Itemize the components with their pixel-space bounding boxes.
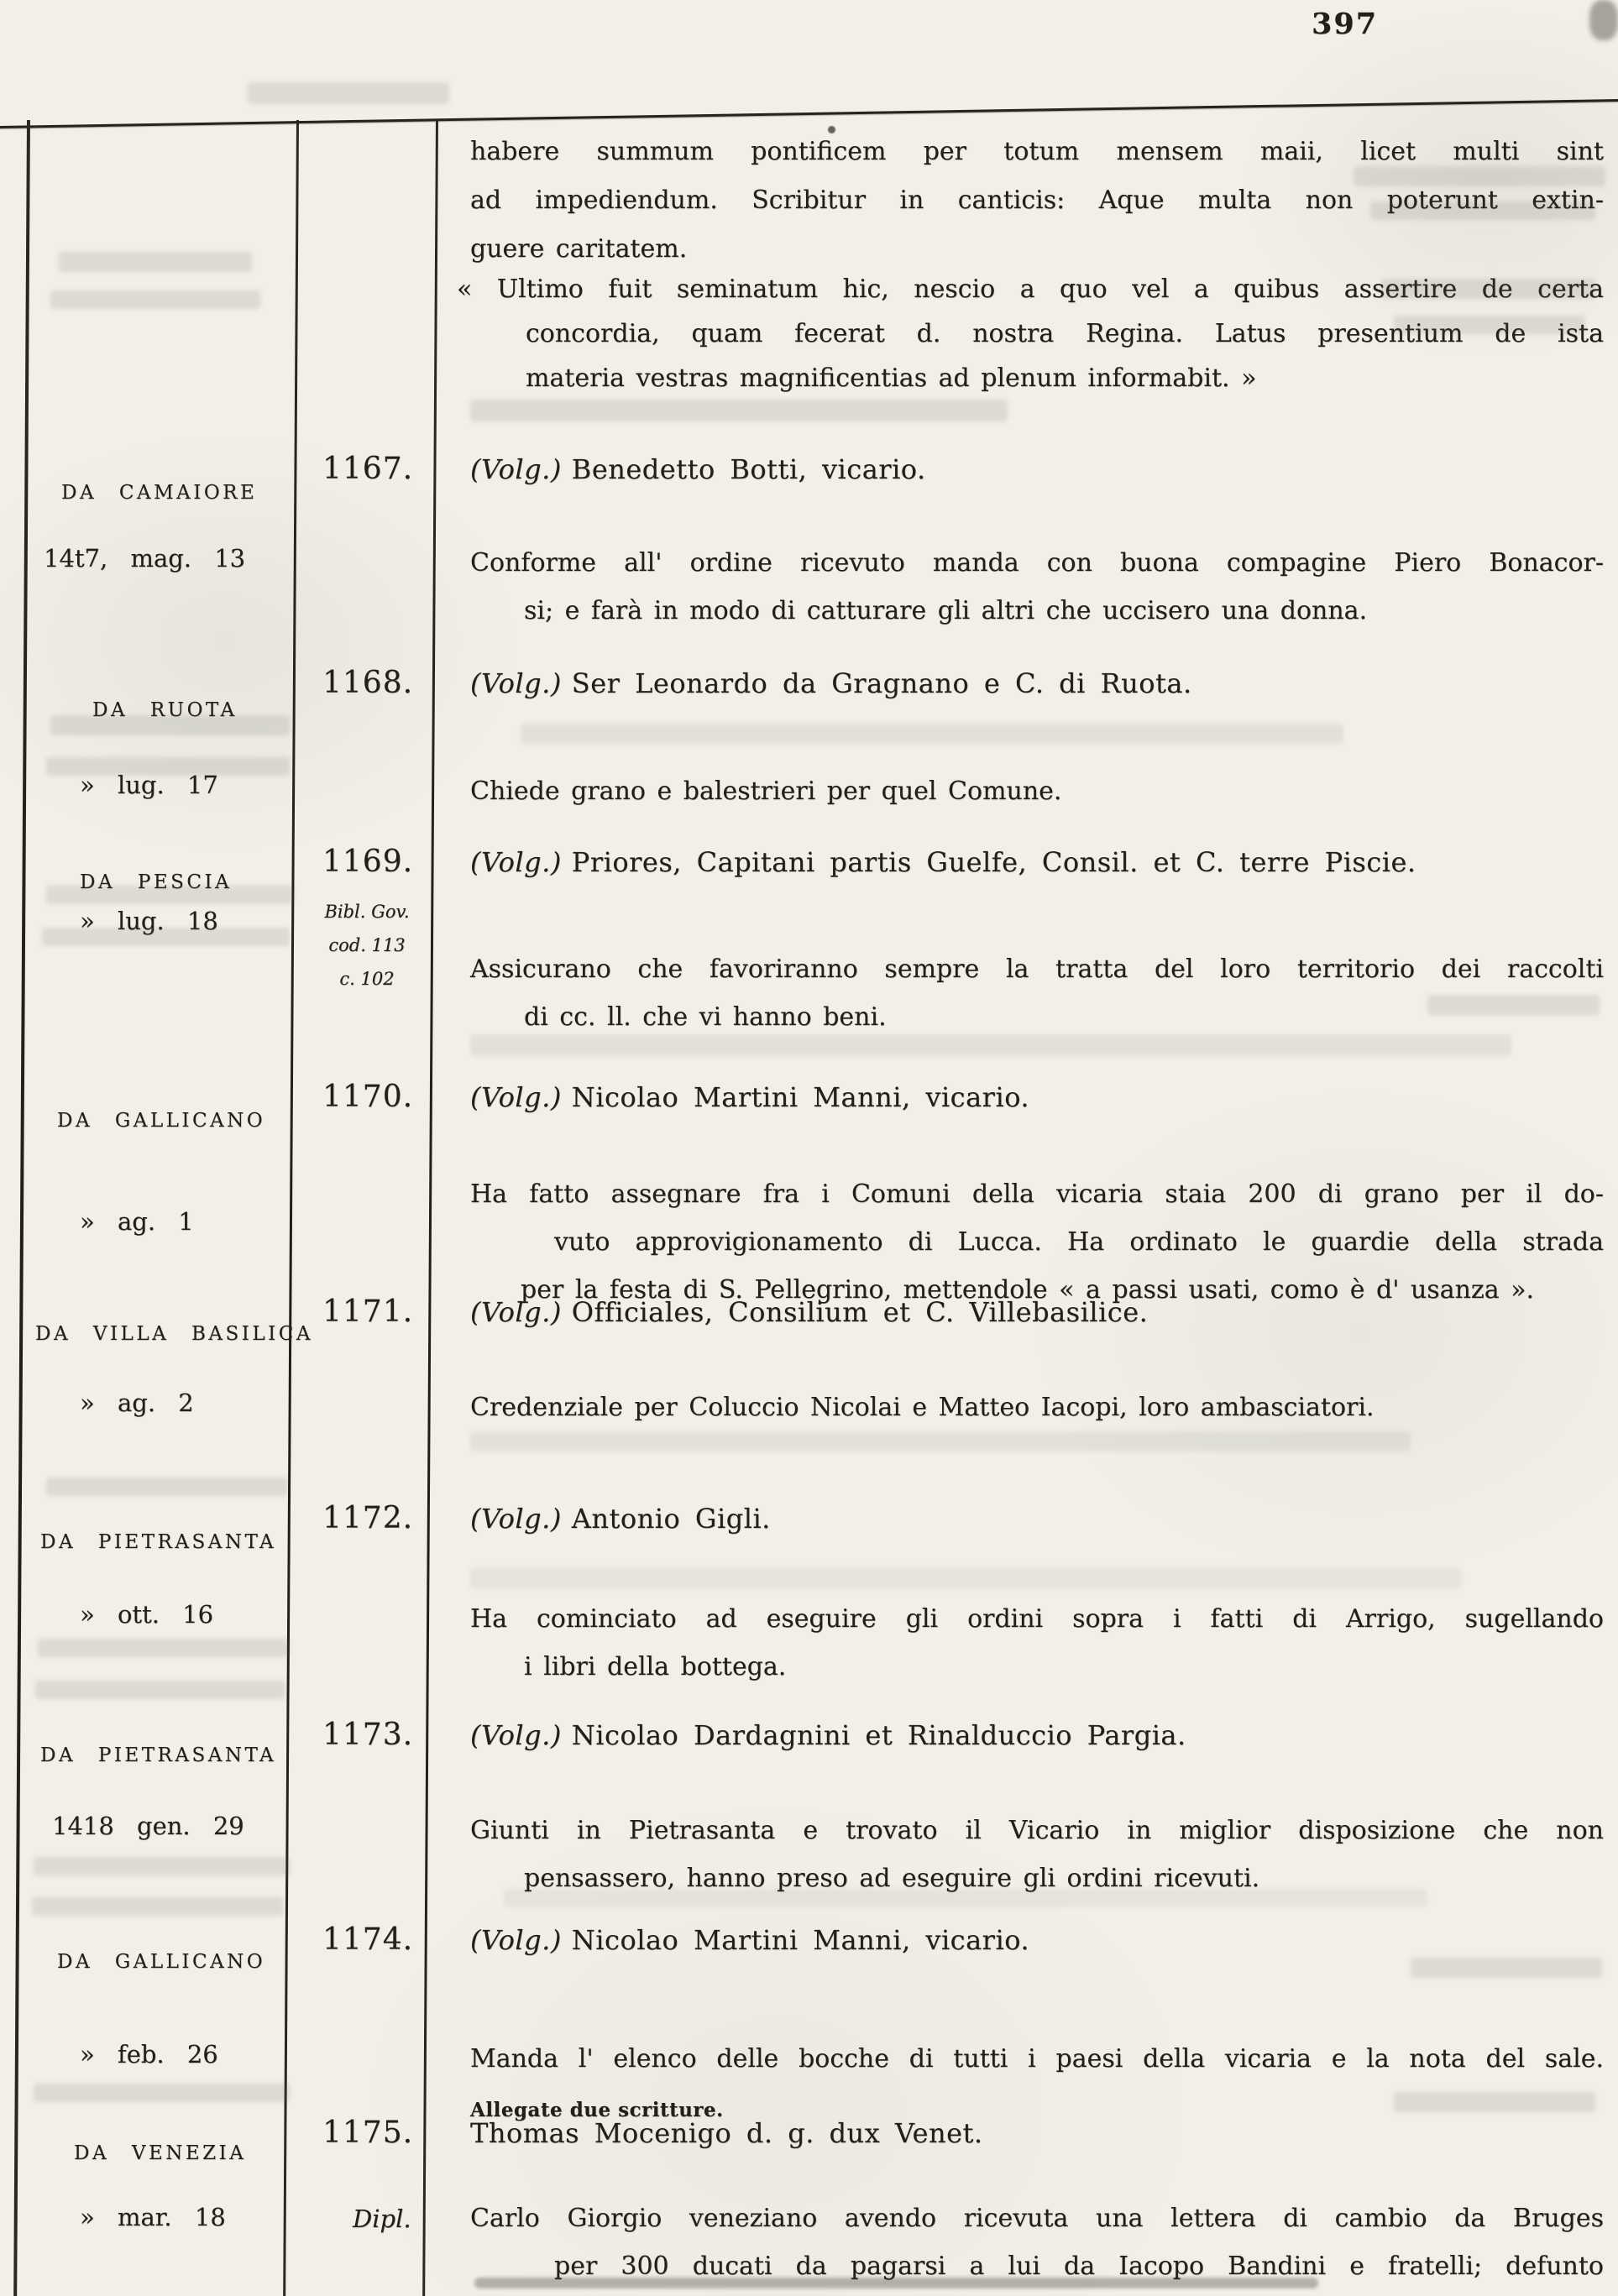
entry-number: 1171. [322, 1294, 414, 1329]
entry-body-line: Assicurano che favoriranno sempre la tratta del loro territorio dei raccolti [470, 954, 1604, 984]
quote-paragraph-line: materia vestras magnificentias ad plenum informabit. » [526, 363, 1257, 393]
volg-label: (Volg.) [470, 1503, 562, 1535]
bleed-through-artifact [504, 1889, 1427, 1907]
entry-body-line: Ha cominciato ad eseguire gli ordini sopra i fatti di Arrigo, sugellando [470, 1604, 1604, 1634]
bleed-through-artifact [1394, 2092, 1595, 2112]
entry-date: 14t7, mag. 13 [44, 544, 246, 573]
volg-label: (Volg.) [470, 1924, 562, 1956]
entry-date: » mar. 18 [80, 2203, 226, 2231]
entry-body [470, 1170, 1604, 1314]
bleed-through-artifact [1370, 201, 1595, 220]
entry-number: 1175. [322, 2116, 414, 2150]
entry-body [470, 1595, 1604, 1691]
bleed-through-artifact [1381, 279, 1595, 299]
entry-date: » lug. 18 [80, 907, 218, 935]
entry-date: » feb. 26 [80, 2040, 218, 2068]
heading-text: Officiales, Consilium et C. Villebasilice. [571, 1296, 1149, 1328]
bleed-through-artifact [32, 1897, 284, 1916]
source-ref-line: c. 102 [339, 969, 395, 989]
page-border-left [13, 120, 30, 2296]
entry-place: DA CAMAIORE [61, 482, 258, 504]
entry-heading [470, 1296, 1148, 1328]
quote-paragraph-line: concordia, quam fecerat d. nostra Regina. Latus presentium de ista [526, 319, 1604, 348]
entry-date: » lug. 17 [80, 771, 218, 799]
entry-number: 1173. [322, 1718, 414, 1752]
source-ref-line: cod. 113 [328, 935, 406, 955]
entry-number: 1172. [322, 1501, 414, 1535]
entry-body [470, 767, 1604, 815]
entry-heading [470, 1503, 771, 1535]
entry-body-line: Credenziale per Coluccio Nicolai e Matteo Iacopi, loro ambasciatori. [470, 1393, 1375, 1422]
bleed-through-artifact [38, 1639, 290, 1657]
entry-body-line: Manda l' elenco delle bocche di tutti i paesi della vicaria e la nota del sale. [470, 2044, 1604, 2074]
heading-text: Nicolao Dardagnini et Rinalduccio Pargia. [571, 1719, 1186, 1751]
entry-number: 1169. [322, 845, 414, 879]
entry-body-line: di cc. ll. che vi hanno beni. [524, 1002, 887, 1032]
bleed-through-artifact [59, 252, 252, 272]
entry-body-line: Conforme all' ordine ricevuto manda con buona compagine Piero Bonacor- [470, 548, 1604, 578]
entry-place: DA VILLA BASILICA [35, 1323, 313, 1345]
bleed-through-artifact [46, 1477, 288, 1496]
heading-text: Thomas Mocenigo d. g. dux Venet. [470, 2117, 983, 2149]
entry-date: » ott. 16 [80, 1600, 214, 1629]
volg-label: (Volg.) [470, 667, 562, 699]
entry-heading [470, 2117, 983, 2149]
entry-body-line: si; e farà in modo di catturare gli altri che uccisero una donna. [524, 596, 1368, 625]
heading-text: Ser Leonardo da Gragnano e C. di Ruota. [571, 667, 1192, 699]
entry-source-ref [304, 895, 430, 996]
entry-number: 1170. [322, 1080, 414, 1114]
entry-body-line: per la festa di S. Pellegrino, mettendole « a passi usati, como è d' usanza ». [521, 1275, 1535, 1305]
bleed-through-artifact [50, 290, 260, 309]
entry-heading [470, 1719, 1186, 1751]
bleed-through-artifact [42, 928, 290, 946]
intro-paragraph-line: guere caritatem. [470, 234, 688, 264]
entry-heading [470, 1924, 1029, 1956]
entry-body [470, 1383, 1604, 1431]
quote-paragraph-line: « Ultimo fuit seminatum hic, nescio a quo vel a quibus assertire de certa [457, 275, 1604, 304]
bleed-through-artifact [46, 757, 290, 776]
bleed-through-artifact [34, 2084, 290, 2102]
bleed-through-artifact [470, 1568, 1461, 1588]
bleed-through-artifact [1427, 995, 1600, 1015]
entry-place: DA GALLICANO [57, 1110, 266, 1132]
source-ref-line: Bibl. Gov. [324, 902, 410, 922]
volg-label: (Volg.) [470, 1296, 562, 1328]
bleed-through-artifact [521, 724, 1343, 744]
entry-body [470, 2194, 1604, 2290]
entry-heading [470, 1081, 1029, 1113]
volg-label: (Volg.) [470, 846, 562, 878]
heading-text: Nicolao Martini Manni, vicario. [571, 1081, 1030, 1113]
heading-text: Antonio Gigli. [571, 1503, 771, 1535]
entry-place: DA VENEZIA [74, 2142, 247, 2164]
page-number: 397 [1312, 7, 1379, 41]
bleed-through-artifact [470, 400, 1008, 421]
bleed-through-artifact [470, 1034, 1511, 1056]
entry-body-line: vuto approvigionamento di Lucca. Ha ordinato le guardie della strada [554, 1227, 1604, 1257]
bleed-through-artifact [1354, 166, 1605, 186]
doc-type-label: Dipl. [353, 2204, 411, 2233]
entry-number: 1174. [322, 1922, 414, 1957]
bleed-through-artifact [35, 1681, 285, 1699]
entry-body-line: per 300 ducati da pagarsi a lui da Iacopo Bandini e fratelli; defunto [554, 2252, 1604, 2281]
heading-text: Nicolao Martini Manni, vicario. [571, 1924, 1030, 1956]
entry-heading [470, 846, 1416, 878]
volg-label: (Volg.) [470, 1081, 562, 1113]
entry-heading [470, 667, 1192, 699]
entry-place: DA PESCIA [80, 871, 233, 893]
entry-body-line: Chiede grano e balestrieri per quel Comune. [470, 777, 1062, 806]
intro-paragraph-line: habere summum pontificem per totum mensem maii, licet multi sint [470, 137, 1604, 166]
bleed-through-artifact [248, 82, 449, 104]
bleed-through-artifact [1411, 1958, 1602, 1978]
column-rule-1 [283, 120, 299, 2296]
entry-date: » ag. 2 [80, 1389, 194, 1417]
entry-body-line: pensassero, hanno preso ad eseguire gli ordini ricevuti. [524, 1864, 1260, 1893]
entry-heading [470, 453, 926, 485]
ink-mark [828, 126, 835, 133]
entry-number: 1168. [322, 666, 414, 700]
entry-place: DA RUOTA [92, 699, 238, 721]
entry-body [470, 539, 1604, 635]
entry-body [470, 1807, 1604, 1902]
bleed-through-artifact [50, 715, 290, 735]
attachment-note: Allegate due scritture. [470, 2099, 724, 2121]
intro-paragraph-line: ad impediendum. Scribitur in canticis: Aque multa non poterunt extin- [470, 186, 1604, 215]
entry-body-line: Ha fatto assegnare fra i Comuni della vicaria staia 200 di grano per il do- [470, 1179, 1604, 1209]
entry-body [470, 2035, 1604, 2083]
volg-label: (Volg.) [470, 453, 562, 485]
corner-blot [1589, 0, 1618, 40]
entry-place: DA GALLICANO [57, 1951, 266, 1973]
volg-label: (Volg.) [470, 1719, 562, 1751]
heading-text: Benedetto Botti, vicario. [571, 453, 926, 485]
entry-body-line: Carlo Giorgio veneziano avendo ricevuta una lettera di cambio da Bruges [470, 2204, 1604, 2233]
entry-body [470, 945, 1604, 1041]
bottom-cutoff-smear [474, 2278, 1318, 2288]
entry-body-line: Giunti in Pietrasanta e trovato il Vicario in miglior disposizione che non [470, 1816, 1604, 1845]
entry-date: 1418 gen. 29 [52, 1812, 244, 1840]
entry-place: DA PIETRASANTA [40, 1531, 277, 1553]
heading-text: Priores, Capitani partis Guelfe, Consil. et C. terre Piscie. [571, 846, 1416, 878]
intro-paragraph [470, 128, 1604, 274]
bleed-through-artifact [46, 886, 294, 904]
top-rule [0, 99, 1618, 128]
bleed-through-artifact [470, 1431, 1411, 1451]
entry-place: DA PIETRASANTA [40, 1744, 277, 1766]
entry-body-line: i libri della bottega. [524, 1652, 787, 1681]
entry-date: » ag. 1 [80, 1207, 194, 1236]
bleed-through-artifact [34, 1857, 290, 1875]
bleed-through-artifact [1394, 316, 1585, 334]
column-rule-2 [422, 120, 438, 2296]
entry-number: 1167. [322, 452, 414, 486]
